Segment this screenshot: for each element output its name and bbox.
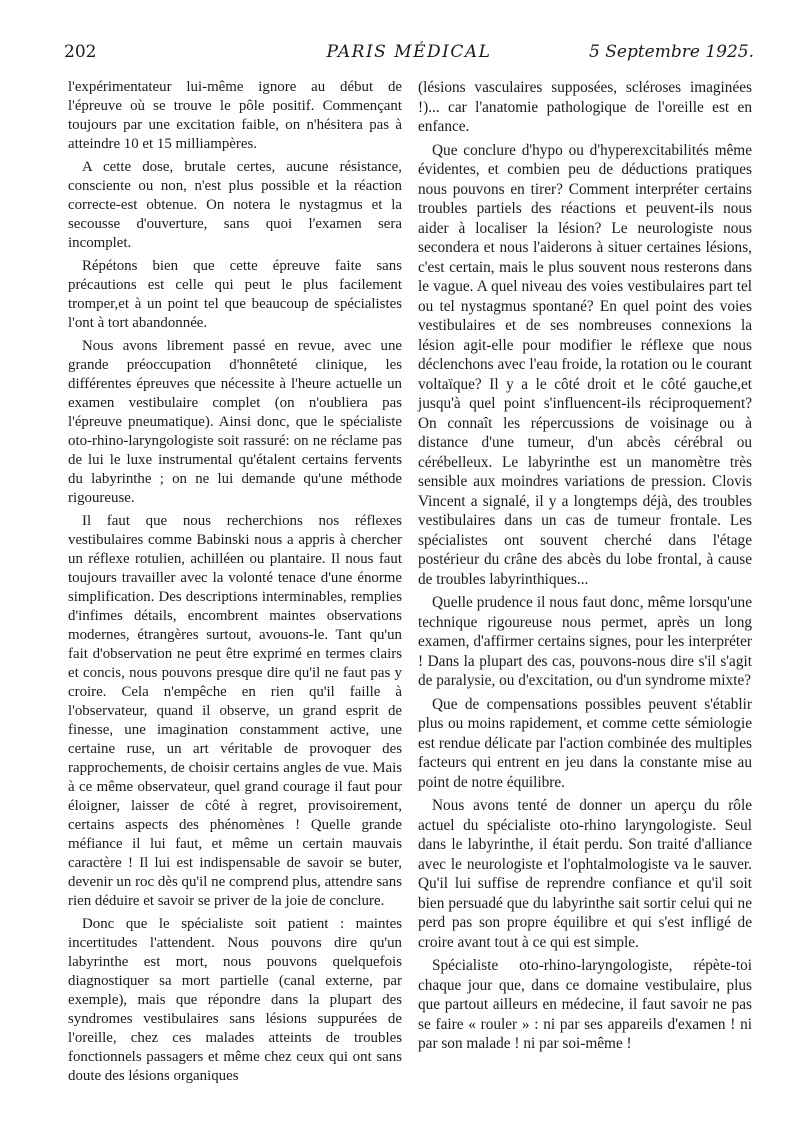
paragraph: Donc que le spécialiste soit patient : maintes incertitudes l'attendent. Nous pouvons dire qu'un labyrinthe est mort, nous pouvons quelquefois diagnostiquer sa mort partielle (canal externe, par exemple), mais que répondre dans la plupart des syndromes vestibulaires sans lésions suppurées de l'oreille, chez ces malades atteints de troubles fonctionnels passagers et même chez ceux qui ont sans doute des lésions organiques [68,916,402,1084]
paragraph: l'expérimentateur lui-même ignore au début de l'épreuve où se trouve le pôle positif. Commençant toujours par une excitation faible, on n'hésitera pas à atteindre 10 et 15 milliampères. [68,79,402,152]
paragraph: Que conclure d'hypo ou d'hyperexcitabilités même évidentes, et combien peu de déductions pratiques nous pouvons en tirer? Comment interpréter certains troubles partiels des réactions et peuvent-ils nous aider à localiser la lésion? Le neurologiste nous secondera et nous l'aiderons à situer certaines lésions, c'est certain, mais le plus souvent nous resterons dans le vague. A quel niveau des voies vestibulaires part tel ou tel nystagmus spontané? En quel point des voies vestibulaires et de ses nombreuses connexions la lésion agit-elle pour modifier le réflexe que nous déclenchons avec l'eau froide, la rotation ou le courant voltaïque? Il y a le côté droit et le côté gauche,et jusqu'à quel point s'influencent-ils réciproquement? On connaît les répercussions de voisinage ou à distance d'une tumeur, d'un abcès cérébral ou cérébelleux. Le labyrinthe est un manomètre très sensible aux moindres variations de pression. Clovis Vincent a signalé, il y a longtemps déjà, des troubles vestibulaires dans un cas de tumeur frontale. Les spécialistes ont souvent cherché dans l'étage postérieur du crâne des abcès du lobe frontal, à cause de troubles labyrinthiques... [418,141,752,588]
issue-date: 5 Septembre 1925. [589,42,754,62]
paragraph: Nous avons tenté de donner un aperçu du rôle actuel du spécialiste oto-rhino laryngologiste. Seul dans le labyrinthe, il était perdu. Son traité d'alliance avec le neurologiste et l'ophtalmologiste va le sauver. Qu'il lui suffise de reprendre confiance et qu'il soit bien persuadé que du labyrinthe sait sortir celui qui ne perd pas son propre équilibre et qui s'est infligé de croire avant tout à ce qui est simple. [418,797,752,951]
paragraph: Répétons bien que cette épreuve faite sans précautions est celle qui peut le plus facilement tromper,et à un point tel que beaucoup de spécialistes l'ont à tort abandonnée. [68,258,402,331]
paragraph: Quelle prudence il nous faut donc, même lorsqu'une technique rigoureuse nous permet, après un long examen, d'affirmer certains signes, pour les interpréter ! Dans la plupart des cas, pouvons-nous dire s'il s'agit de paralysie, ou d'excitation, ou d'un syndrome mixte? [418,594,752,689]
paragraph: Spécialiste oto-rhino-laryngologiste, répète-toi chaque jour que, dans ce domaine vestibulaire, plus que partout ailleurs en médecine, il faut savoir ne pas se faire « rouler » : ni par ses appareils d'examen ! ni par son malade ! ni par soi-même ! [418,957,752,1052]
paragraph: (lésions vasculaires supposées, scléroses imaginées !)... car l'anatomie pathologique de l'oreille est en enfance. [418,79,752,135]
right-column [418,78,752,1058]
paragraph: Nous avons librement passé en revue, avec une grande préoccupation d'honnêteté clinique, les différentes épreuves que nécessite à l'heure actuelle un examen vestibulaire complet (on n'oubliera pas l'épreuve pneumatique). Ainsi donc, que le spécialiste oto-rhino-laryngologiste soit rassuré: on ne réclame pas de lui le luxe instrumental qu'étalent certains fervents du labyrinthe ; on ne lui demande qu'une méthode rigoureuse. [68,338,402,506]
paragraph: A cette dose, brutale certes, aucune résistance, consciente ou non, n'est plus possible et la réaction correcte-est obtenue. On notera le nystagmus et la secousse d'ouverture, sans quoi l'examen sera incomplet. [68,159,402,251]
page-number: 202 [64,42,97,62]
journal-title: PARIS MÉDICAL [326,42,492,62]
running-header [64,42,754,68]
paragraph: Il faut que nous recherchions nos réflexes vestibulaires comme Babinski nous a appris à chercher un réflexe rotulien, achilléen ou plantaire. Il nous faut toujours travailler avec la volonté tenace d'une énorme simplification. Des descriptions interminables, remplies d'infimes détails, encombrent maintes observations modernes, étrangères surtout, avouons-le. Tant qu'un fait d'observation ne peut être exprimé en termes clairs et concis, nous pouvons presque dire qu'il ne faut pas y croire. Cela n'empêche en rien qu'il faille à l'observateur, quand il observe, un grand esprit de finesse, une imagination constamment active, une certaine ruse, un art véritable de provoquer des rapprochements, de choisir certains angles de vue. Mais à ce même observateur, quel grand courage il faut pour éloigner, laisser de côté à regret, provisoirement, certains aspects des phénomènes ! Quelle grande méfiance il lui faut, et même un certain mauvais caractère ! Il lui est indispensable de savoir se buter, devenir un roc dès qu'il ne comprend plus, attendre sans rien déduire et savoir se priver de la joie de conclure. [68,513,402,909]
paragraph: Que de compensations possibles peuvent s'établir plus ou moins rapidement, et comme cette sémiologie est rendue délicate par l'action combinée des multiples facteurs qui entrent en jeu dans la constante mise au point de notre équilibre. [418,695,752,791]
left-column [68,78,402,1090]
